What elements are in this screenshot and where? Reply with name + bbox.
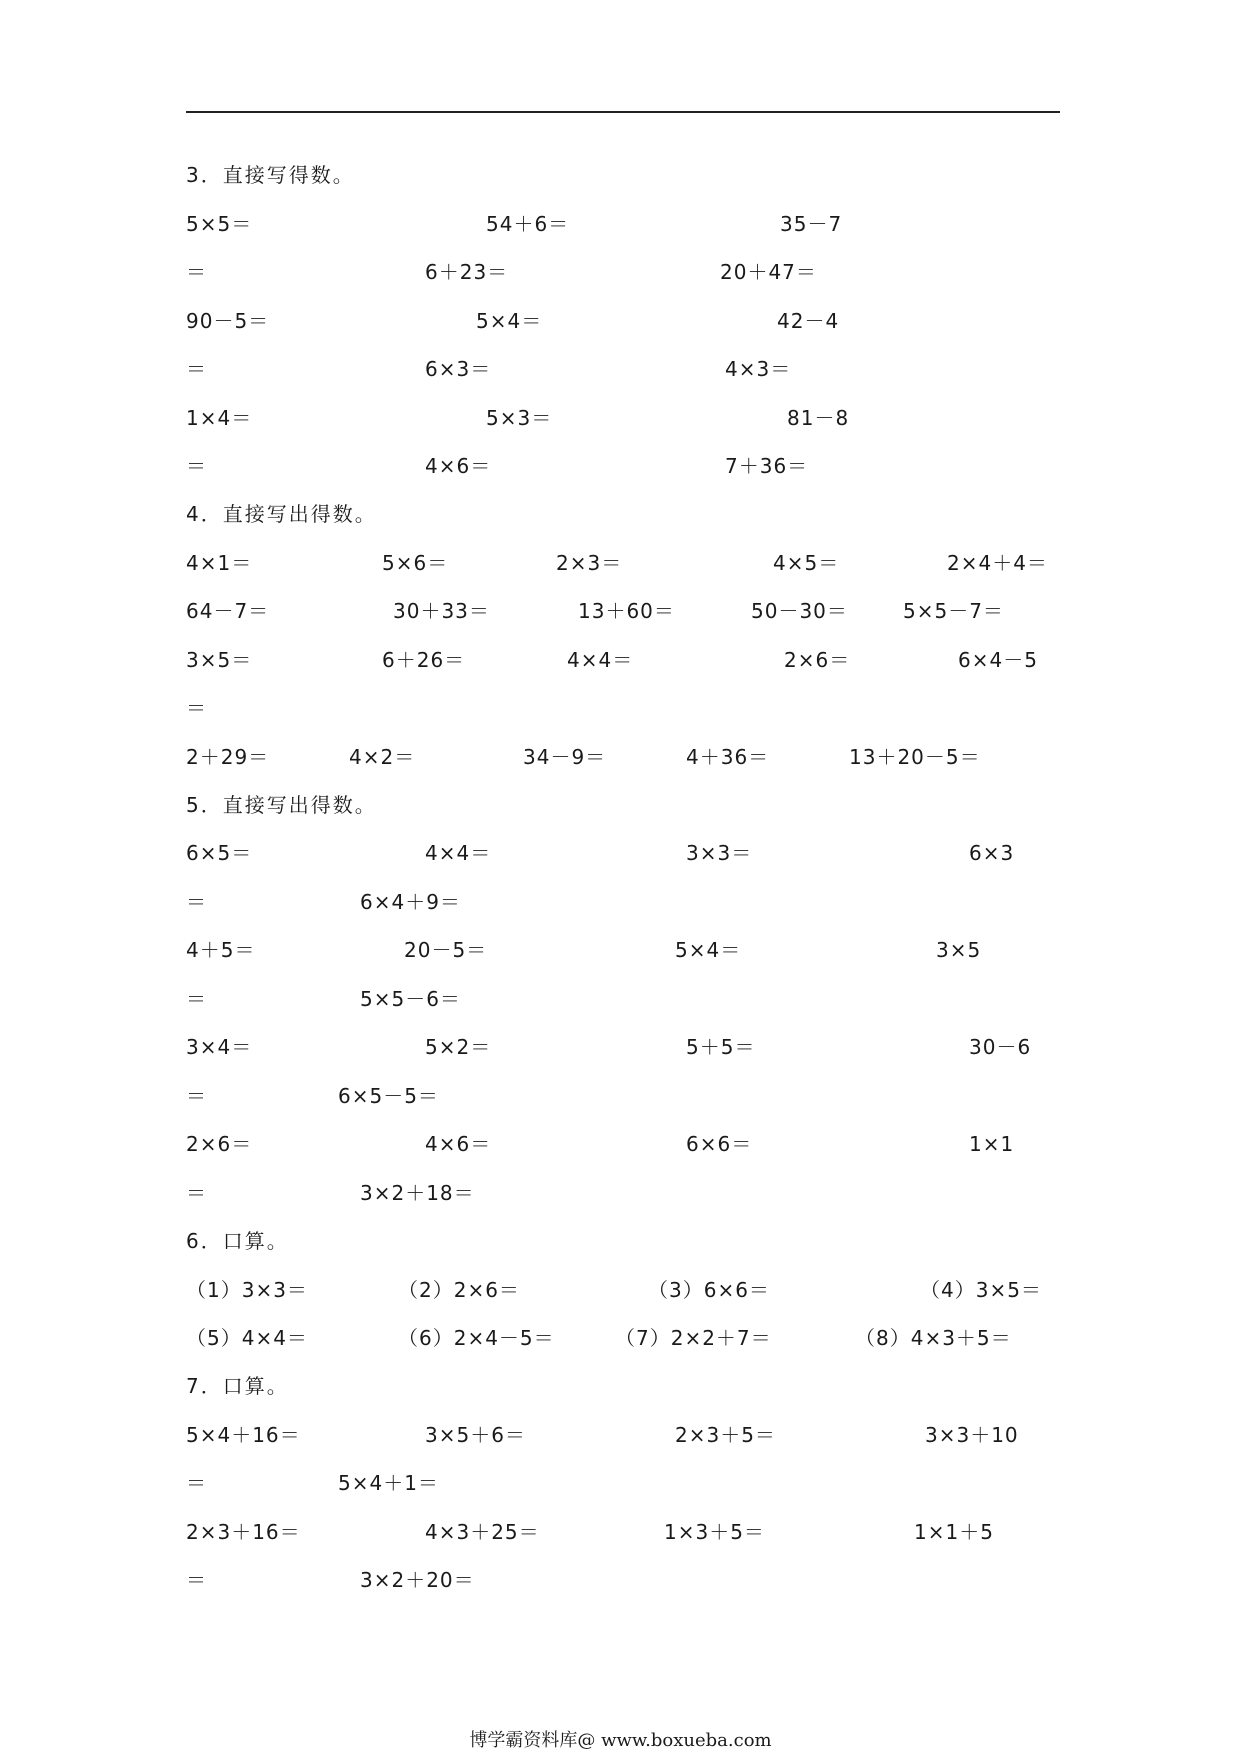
problem: 5×3＝ <box>486 406 553 430</box>
problem: 4＋5＝ <box>186 938 256 962</box>
problem: 6×3 <box>969 841 1015 865</box>
problem: 2×3＝ <box>556 551 623 575</box>
problem: 3×5 <box>936 938 982 962</box>
problem: 4＋36＝ <box>686 745 770 769</box>
problem: （3）6×6＝ <box>648 1278 770 1302</box>
problem: ＝ <box>186 696 207 720</box>
problem: ＝ <box>186 987 207 1011</box>
problem: 3×3＋10 <box>925 1423 1019 1447</box>
problem: 20＋47＝ <box>720 260 817 284</box>
problem: 30－6 <box>969 1035 1032 1059</box>
problem: 7＋36＝ <box>725 454 809 478</box>
header-rule <box>186 111 1060 113</box>
section-6-heading: 6．口算。 <box>186 1229 289 1253</box>
problem: （4）3×5＝ <box>920 1278 1042 1302</box>
problem: （2）2×6＝ <box>398 1278 520 1302</box>
problem: 13＋20－5＝ <box>849 745 981 769</box>
section-3-heading: 3．直接写得数。 <box>186 163 355 187</box>
problem: 2＋29＝ <box>186 745 270 769</box>
problem: ＝ <box>186 357 207 381</box>
section-7-heading: 7．口算。 <box>186 1374 289 1398</box>
problem: 6×3＝ <box>425 357 492 381</box>
problem: 50－30＝ <box>751 599 848 623</box>
problem: 3×4＝ <box>186 1035 253 1059</box>
problem: 6＋26＝ <box>382 648 466 672</box>
problem: 4×1＝ <box>186 551 253 575</box>
problem: 1×1 <box>969 1132 1015 1156</box>
problem: 6×4＋9＝ <box>360 890 461 914</box>
problem: 5×6＝ <box>382 551 449 575</box>
problem: 4×6＝ <box>425 1132 492 1156</box>
problem: 3×5＋6＝ <box>425 1423 526 1447</box>
problem: ＝ <box>186 260 207 284</box>
problem: 4×4＝ <box>425 841 492 865</box>
problem: 5×4＋1＝ <box>338 1471 439 1495</box>
problem: （6）2×4－5＝ <box>398 1326 555 1350</box>
problem: 13＋60＝ <box>578 599 675 623</box>
page-footer: 博学霸资料库@ www.boxueba.com <box>469 1730 772 1751</box>
problem: ＝ <box>186 890 207 914</box>
problem: 6×4－5 <box>958 648 1038 672</box>
problem: 20－5＝ <box>404 938 488 962</box>
problem: 3×3＝ <box>686 841 753 865</box>
problem: （5）4×4＝ <box>186 1326 308 1350</box>
problem: 3×2＋18＝ <box>360 1181 475 1205</box>
problem: 5×4＋16＝ <box>186 1423 301 1447</box>
problem: 5×5＝ <box>186 212 253 236</box>
problem: 4×6＝ <box>425 454 492 478</box>
problem: （8）4×3＋5＝ <box>855 1326 1012 1350</box>
problem: 5×4＝ <box>675 938 742 962</box>
problem: ＝ <box>186 1471 207 1495</box>
problem: 4×5＝ <box>773 551 840 575</box>
problem: 6＋23＝ <box>425 260 509 284</box>
problem: 1×4＝ <box>186 406 253 430</box>
problem: ＝ <box>186 1181 207 1205</box>
problem: （7）2×2＋7＝ <box>615 1326 772 1350</box>
section-4-heading: 4．直接写出得数。 <box>186 502 377 526</box>
problem: （1）3×3＝ <box>186 1278 308 1302</box>
problem: 35－7 <box>780 212 843 236</box>
problem: 5×5－6＝ <box>360 987 461 1011</box>
problem: 4×2＝ <box>349 745 416 769</box>
problem: 1×3＋5＝ <box>664 1520 765 1544</box>
problem: 54＋6＝ <box>486 212 570 236</box>
problem: ＝ <box>186 1568 207 1592</box>
problem: 2×6＝ <box>186 1132 253 1156</box>
problem: 2×4＋4＝ <box>947 551 1048 575</box>
problem: 5＋5＝ <box>686 1035 756 1059</box>
section-5-heading: 5．直接写出得数。 <box>186 793 377 817</box>
problem: 6×6＝ <box>686 1132 753 1156</box>
problem: 5×5－7＝ <box>903 599 1004 623</box>
problem: 4×3＋25＝ <box>425 1520 540 1544</box>
problem: 4×3＝ <box>725 357 792 381</box>
problem: 6×5＝ <box>186 841 253 865</box>
problem: 2×6＝ <box>784 648 851 672</box>
problem: ＝ <box>186 1084 207 1108</box>
problem: 3×5＝ <box>186 648 253 672</box>
problem: 42－4 <box>777 309 840 333</box>
problem: ＝ <box>186 454 207 478</box>
problem: 4×4＝ <box>567 648 634 672</box>
problem: 81－8 <box>787 406 850 430</box>
problem: 3×2＋20＝ <box>360 1568 475 1592</box>
problem: 90－5＝ <box>186 309 270 333</box>
problem: 5×4＝ <box>476 309 543 333</box>
problem: 34－9＝ <box>523 745 607 769</box>
problem: 30＋33＝ <box>393 599 490 623</box>
problem: 5×2＝ <box>425 1035 492 1059</box>
problem: 2×3＋16＝ <box>186 1520 301 1544</box>
problem: 2×3＋5＝ <box>675 1423 776 1447</box>
problem: 64－7＝ <box>186 599 270 623</box>
problem: 6×5－5＝ <box>338 1084 439 1108</box>
problem: 1×1＋5 <box>914 1520 994 1544</box>
